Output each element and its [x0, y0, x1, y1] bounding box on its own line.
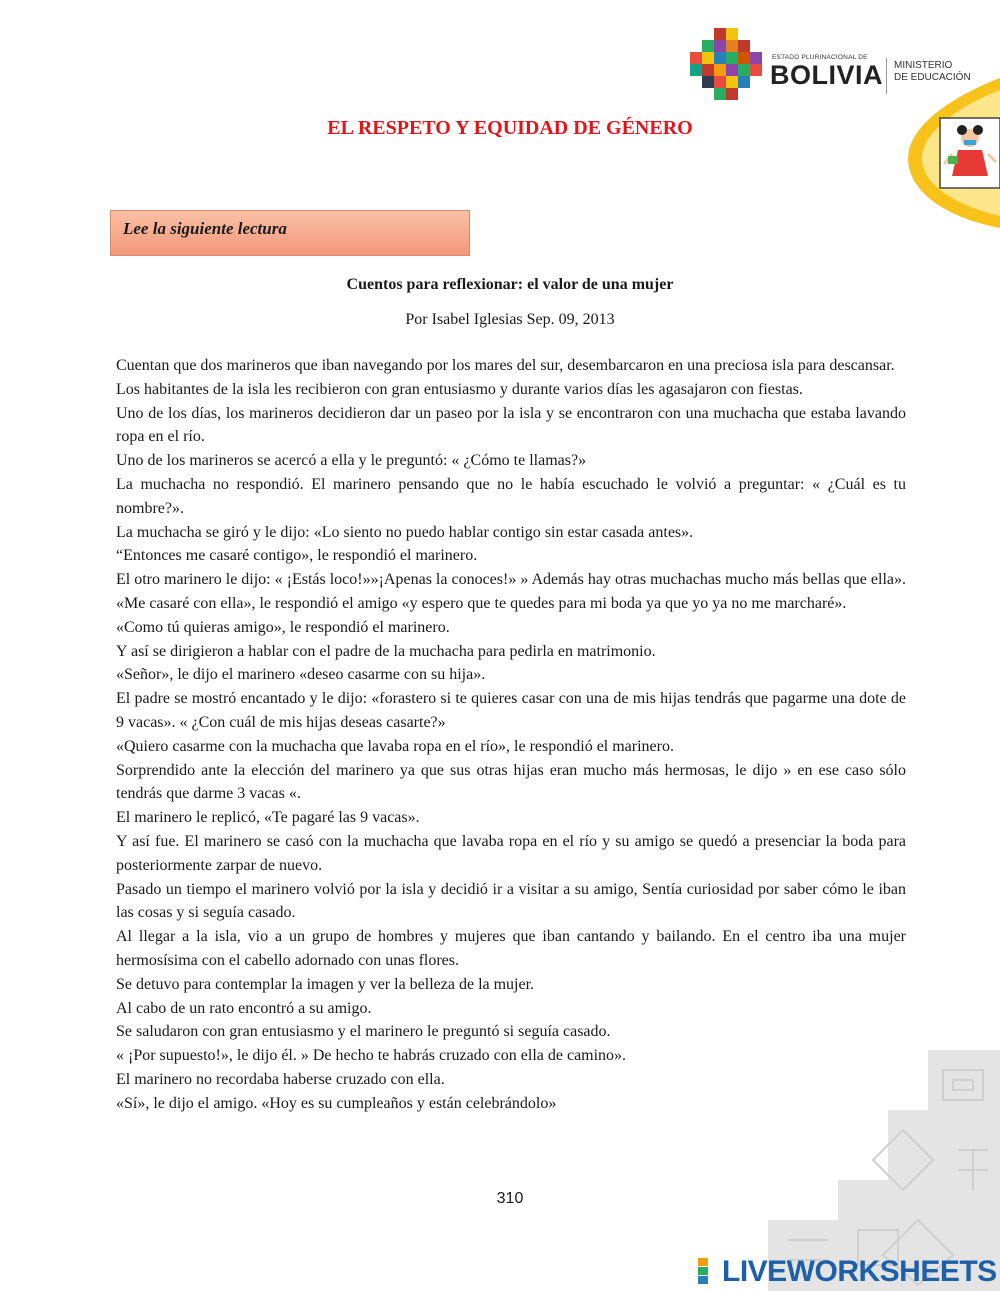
paragraph: «Como tú quieras amigo», le respondió el marinero.: [116, 618, 450, 636]
paragraph: Uno de los marineros se acercó a ella y le preguntó: « ¿Cómo te llamas?»: [116, 452, 587, 470]
paragraph: «Quiero casarme con la muchacha que lavaba ropa en el río», le respondió el marinero.: [116, 737, 674, 755]
paragraph: «Señor», le dijo el marinero «deseo casarme con su hija».: [116, 666, 486, 684]
logo-small-text: ESTADO PLURINACIONAL DE: [772, 54, 868, 61]
paragraph: Al llegar a la isla, vio a un grupo de hombres y mujeres que iban cantando y bailando. En el centro iba una mujer hermosísima con el cabello adornado con unas flores.: [116, 928, 906, 969]
paragraph: Se saludaron con gran entusiasmo y el marinero le preguntó si seguía casado.: [116, 1023, 611, 1041]
logo-big-text: BOLIVIA: [770, 60, 884, 90]
paragraph: Se detuvo para contemplar la imagen y ver la belleza de la mujer.: [116, 975, 535, 993]
paragraph: El otro marinero le dijo: « ¡Estás loco!»»¡Apenas la conoces!» » Además hay otras muchachas mucho más bellas que ella».: [116, 571, 906, 589]
paragraph: El marinero no recordaba haberse cruzado con ella.: [116, 1070, 445, 1088]
ministry-line-1: MINISTERIO: [894, 60, 953, 71]
paragraph: Al cabo de un rato encontró a su amigo.: [116, 999, 372, 1017]
paragraph: Y así se dirigieron a hablar con el padre de la muchacha para pedirla en matrimonio.: [116, 642, 656, 660]
paragraph: La muchacha se giró y le dijo: «Lo siento no puedo hablar contigo sin estar casada antes».: [116, 523, 694, 541]
story-title: Cuentos para reflexionar: el valor de una mujer: [346, 276, 674, 293]
page-number: 310: [496, 1190, 524, 1207]
paragraph: «Sí», le dijo el amigo. «Hoy es su cumpleaños y están celebrándolo»: [116, 1094, 557, 1112]
paragraph: Los habitantes de la isla les recibieron con gran entusiasmo y durante varios días les agasajaron con fiestas.: [116, 380, 803, 398]
girl-badge-icon: [908, 78, 1000, 228]
story-body: [116, 354, 906, 1116]
paragraph: Sorprendido ante la elección del marinero ya que sus otras hijas eran mucho más hermosas, le dijo » en ese caso sólo tendrás que darme 3 vacas «.: [116, 761, 906, 803]
paragraph: “Entonces me casaré contigo», le respondió el marinero.: [116, 547, 478, 565]
logo-divider: [886, 58, 887, 94]
paragraph: La muchacha no respondió. El marinero pensando que no le había escuchado le volvió a preguntar: « ¿Cuál es tu nombre?».: [116, 475, 906, 517]
paragraph: Y así fue. El marinero se casó con la muchacha que lavaba ropa en el río y su amigo se quedó a presenciar la boda para posteriormente zarpar de nuevo.: [116, 832, 906, 874]
page-title: EL RESPETO Y EQUIDAD DE GÉNERO: [327, 117, 693, 139]
bolivia-mosaic-icon: [690, 28, 762, 100]
paragraph: Uno de los días, los marineros decidieron dar un paseo por la isla y se encontraron con una muchacha que estaba lavando ropa en el río.: [116, 404, 906, 446]
paragraph: El padre se mostró encantado y le dijo: «forastero si te quieres casar con una de mis hijas tendrás que pagarme una dote de 9 vacas». « ¿Con cuál de mis hijas deseas casarte?»: [116, 690, 906, 731]
brand-text: LIVEWORKSHEETS: [722, 1255, 997, 1288]
instruction-text: Lee la siguiente lectura: [123, 219, 287, 238]
instruction-box: [110, 210, 470, 256]
paragraph: El marinero le replicó, «Te pagaré las 9 vacas».: [116, 809, 420, 827]
paragraph: «Me casaré con ella», le respondió el amigo «y espero que te quedes para mi boda ya que yo ya no me marcharé».: [116, 594, 847, 612]
liveworksheets-brand[interactable]: [698, 1255, 997, 1289]
paragraph: Pasado un tiempo el marinero volvió por la isla y decidió ir a visitar a su amigo, Sentía curiosidad por saber cómo le iban las cosas y si seguía casado.: [116, 880, 906, 922]
paragraph: « ¡Por supuesto!», le dijo él. » De hecho te habrás cruzado con ella de camino».: [116, 1047, 627, 1065]
story-byline: Por Isabel Iglesias Sep. 09, 2013: [405, 311, 615, 328]
paragraph: Cuentan que dos marineros que iban navegando por los mares del sur, desembarcaron en una preciosa isla para descansar.: [116, 357, 895, 374]
ministry-line-2: DE EDUCACIÓN: [894, 72, 971, 83]
